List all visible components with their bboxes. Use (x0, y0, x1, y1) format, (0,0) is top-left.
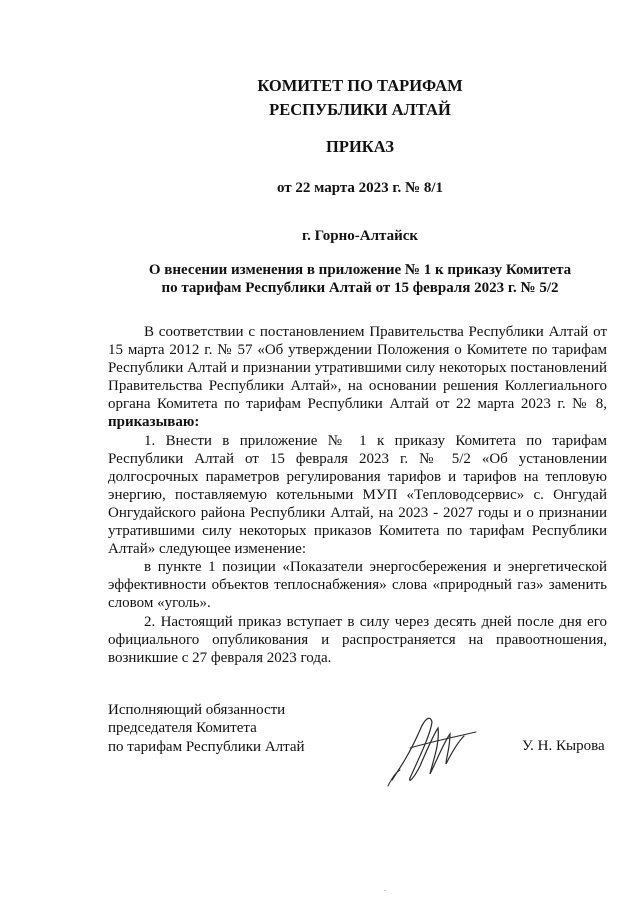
subject-line-1: О внесении изменения в приложение № 1 к приказу Комитета (148, 262, 572, 278)
preamble-text: В соответствии с постановлением Правительства Республики Алтай от 15 марта 2012 г. № 57 «Об утверждении Положения о Комитете по тарифам Республики Алтай и признании утратившими силу некоторых постановлений Правительства Республики Алтай», на основании решения Коллегиального органа Комитета по тарифам Республики Алтай от 22 марта 2023 г. № 8, (108, 324, 607, 413)
paragraph-item-2: 2. Настоящий приказ вступает в силу через десять дней после дня его официального опубликования и распространяется на правоотношения, возникшие с 27 февраля 2023 года. (108, 613, 607, 666)
paragraph-change: в пункте 1 позиции «Показатели энергосбережения и энергетической эффективности объектов теплоснабжения» слова «природный газ» заменить словом «уголь». (108, 559, 607, 612)
handwritten-signature (380, 708, 490, 788)
document-body (108, 323, 607, 667)
committee-name-line2: РЕСПУБЛИКИ АЛТАЙ (269, 100, 451, 119)
signatory-line-2: председателя Комитета (108, 720, 257, 737)
signatory-line-3: по тарифам Республики Алтай (108, 738, 305, 755)
footer-mark: . (384, 884, 386, 893)
paragraph-preamble (108, 323, 607, 432)
signatory-title (108, 701, 305, 756)
document-type: ПРИКАЗ (326, 137, 394, 156)
signatory-name: У. Н. Кырова (522, 738, 605, 754)
document-date-number: от 22 марта 2023 г. № 8/1 (276, 180, 444, 196)
signatory-line-1: Исполняющий обязанности (108, 702, 286, 718)
paragraph-item-1: 1. Внести в приложение № 1 к приказу Комитета по тарифам Республики Алтай от 15 февраля 2023 г. № 5/2 «Об установлении долгосрочных параметров регулирования тарифов и тарифов на тепловую энергию, поставляемую котельными МУП «Тепловодсервис» с. Онгудай Онгудайского района Республики Алтай, на 2023 - 2027 годы и о признании утратившими силу некоторых приказов Комитета по тарифам Республики Алтай» следующее изменение: (108, 432, 607, 558)
document-city: г. Горно-Алтайск (301, 228, 419, 244)
document-subject (110, 261, 610, 297)
order-word: приказываю: (108, 414, 200, 431)
subject-line-2: по тарифам Республики Алтай от 15 февраля 2023 г. № 5/2 (161, 280, 559, 296)
committee-name-line1: КОМИТЕТ ПО ТАРИФАМ (257, 76, 463, 95)
